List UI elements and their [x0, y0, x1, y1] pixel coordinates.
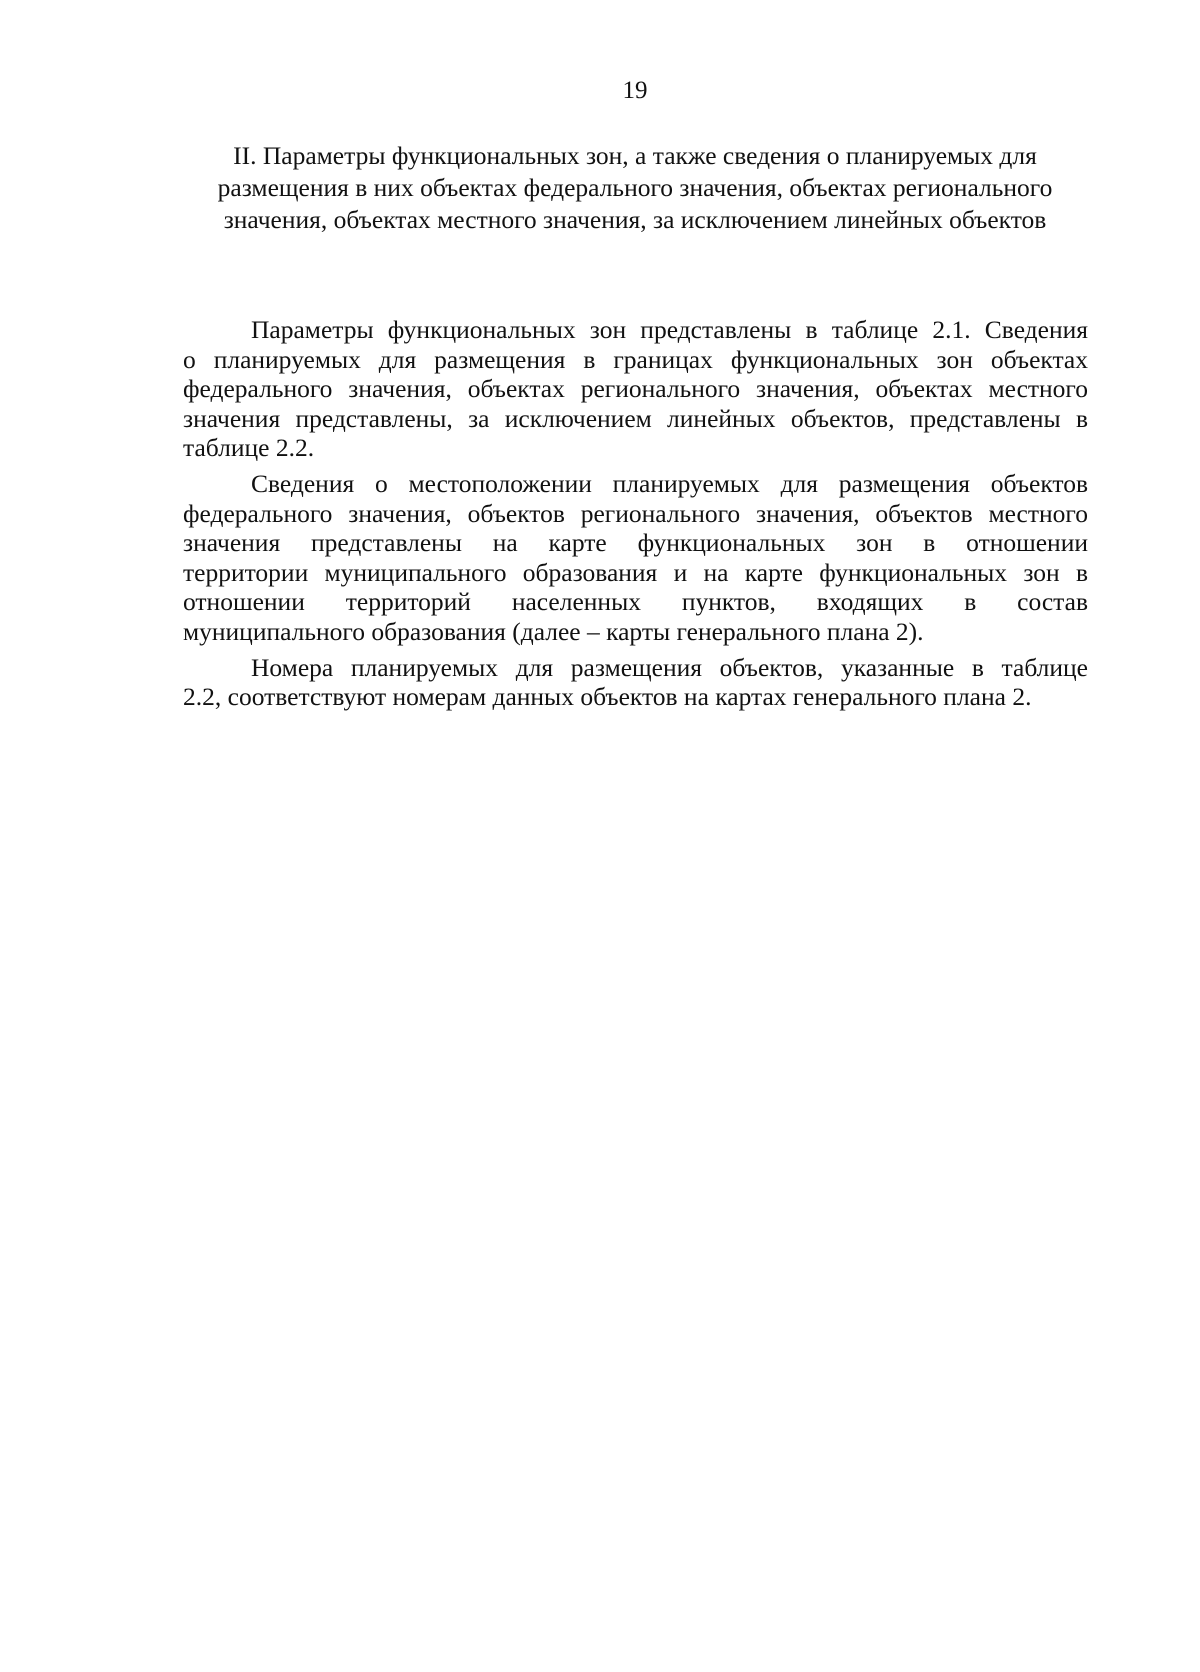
heading-line: размещения в них объектах федерального значения, объектах регионального [217, 173, 1053, 202]
body-text [183, 315, 1088, 718]
paragraph-line: Номера планируемых для размещения объектов, указанные в таблице [251, 652, 1088, 682]
paragraph-line: 2.2, соответствуют номерам данных объектов на картах генерального плана 2. [183, 682, 1032, 712]
paragraph-line: Параметры функциональных зон представлены в таблице 2.1. Сведения [251, 315, 1088, 344]
heading-line: значения, объектах местного значения, за исключением линейных объектов [223, 205, 1047, 234]
paragraph-3 [183, 653, 1088, 712]
section-heading [185, 140, 1085, 236]
paragraph-line: Сведения о местоположении планируемых для размещения объектов [251, 468, 1088, 498]
paragraph-1 [183, 315, 1088, 463]
paragraph-line: значения представлены, за исключением линейных объектов, представлены в [183, 403, 1088, 433]
paragraph-line: таблице 2.2. [183, 433, 315, 463]
paragraph-line: отношении территорий населенных пунктов, входящих в состав [183, 587, 1088, 617]
paragraph-line: федерального значения, объектов регионального значения, объектов местного [183, 498, 1088, 528]
paragraph-line: значения представлены на карте функциональных зон в отношении [183, 528, 1088, 558]
paragraph-line: о планируемых для размещения в границах функциональных зон объектах [183, 344, 1088, 374]
paragraph-line: федерального значения, объектах регионального значения, объектах местного [183, 374, 1088, 404]
paragraph-line: муниципального образования (далее – карты генерального плана 2). [183, 616, 924, 646]
paragraph-2 [183, 469, 1088, 647]
heading-line: II. Параметры функциональных зон, а также сведения о планируемых для [233, 141, 1037, 170]
page-number: 19 [622, 77, 648, 104]
paragraph-line: территории муниципального образования и на карте функциональных зон в [183, 557, 1088, 587]
